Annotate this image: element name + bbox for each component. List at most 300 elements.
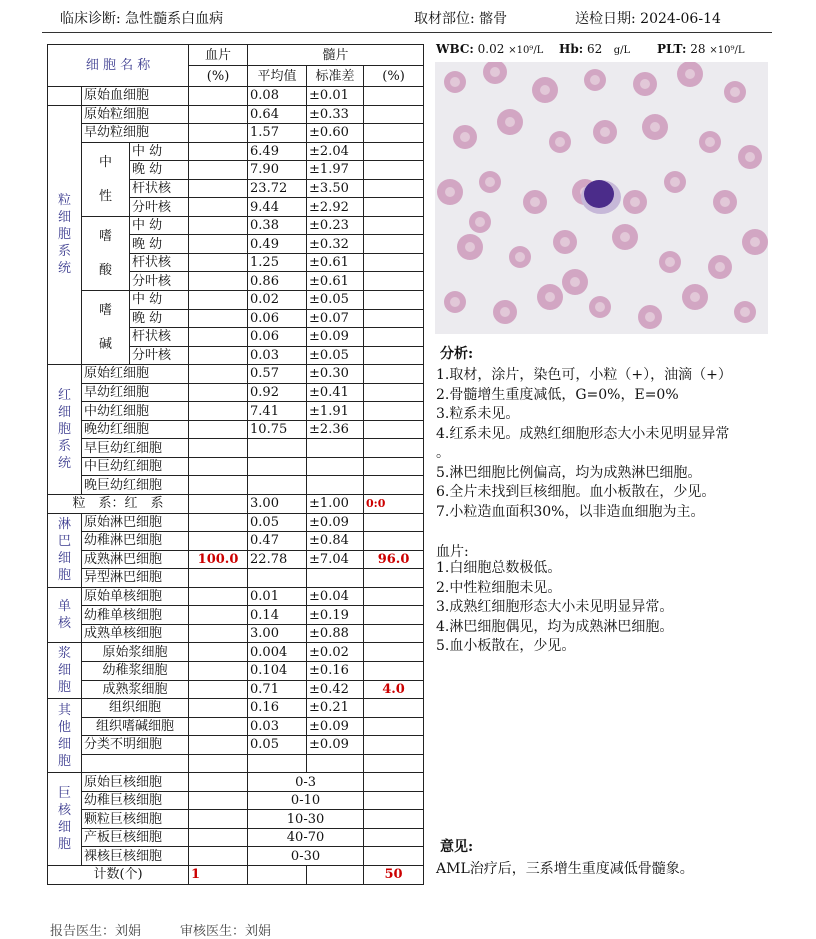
- blood-pct: [189, 235, 248, 254]
- red-blood-cell-pallor: [745, 152, 755, 162]
- group-lym: 淋 巴 细 胞: [48, 513, 82, 587]
- table-row: [48, 569, 424, 588]
- row-label: 异型淋巴细胞: [82, 569, 189, 588]
- sd-value: ±7.04: [307, 550, 364, 569]
- marrow-pct: [364, 624, 424, 643]
- mean-value: 0.05: [248, 736, 307, 755]
- list-item: 5.淋巴细胞比例偏高，均为成熟淋巴细胞。: [436, 464, 702, 481]
- sd-value: ±0.09: [307, 513, 364, 532]
- table-row: [48, 439, 424, 458]
- mean-value: [248, 754, 307, 773]
- mean-value: 0.01: [248, 587, 307, 606]
- red-blood-cell-pallor: [570, 277, 580, 287]
- ratio-label: 粒 系：红 系: [48, 495, 189, 514]
- blood-pct: [189, 383, 248, 402]
- row-label: 早巨幼红细胞: [82, 439, 189, 458]
- blood-pct: [189, 661, 248, 680]
- marrow-pct: [364, 291, 424, 310]
- blood-smear-title: 血片:: [436, 544, 469, 560]
- row-label: 组织细胞: [82, 699, 189, 718]
- row-label: 裸核巨核细胞: [82, 847, 189, 866]
- red-blood-cell-pallor: [445, 187, 455, 197]
- marrow-pct: [364, 736, 424, 755]
- marrow-pct: [364, 457, 424, 476]
- sd-value: ±0.04: [307, 587, 364, 606]
- smear-micrograph-drawing: [435, 62, 768, 334]
- row-label: 原始淋巴细胞: [82, 513, 189, 532]
- marrow-pct: [364, 142, 424, 161]
- marrow-pct: 0:0: [364, 495, 424, 514]
- hb-readout: Hb: 62 g/L: [559, 42, 631, 56]
- blood-pct: 100.0: [189, 550, 248, 569]
- sd-value: ±1.97: [307, 161, 364, 180]
- row-label: 分叶核: [130, 198, 189, 217]
- red-blood-cell-pallor: [485, 177, 495, 187]
- blood-pct: [189, 198, 248, 217]
- sd-value: ±0.23: [307, 216, 364, 235]
- blood-pct: [189, 624, 248, 643]
- row-label: 早幼粒细胞: [82, 124, 189, 143]
- group-plasma: 浆 细 胞: [48, 643, 82, 699]
- sd-value: ±0.84: [307, 532, 364, 551]
- count-row: [48, 865, 424, 884]
- blood-smear-list: [436, 559, 673, 657]
- table-row: [48, 550, 424, 569]
- sd-value: ±0.07: [307, 309, 364, 328]
- blood-pct: [189, 847, 248, 866]
- red-blood-cell-pallor: [530, 197, 540, 207]
- red-blood-cell-pallor: [460, 132, 470, 142]
- table-row: [48, 606, 424, 625]
- table-row: [48, 810, 424, 829]
- red-blood-cell-pallor: [465, 242, 475, 252]
- blood-pct: [189, 253, 248, 272]
- mean-value: 0.64: [248, 105, 307, 124]
- row-label: 幼稚淋巴细胞: [82, 532, 189, 551]
- row-label: 幼稚巨核细胞: [82, 791, 189, 810]
- red-blood-cell-pallor: [505, 117, 515, 127]
- table-row: [48, 847, 424, 866]
- table-row: [48, 365, 424, 384]
- header-blood-pct: (%): [189, 66, 248, 87]
- count-pct: 50: [364, 865, 424, 884]
- marrow-pct: [364, 532, 424, 551]
- header-marrow-pct: (%): [364, 66, 424, 87]
- row-label: 分叶核: [130, 272, 189, 291]
- row-label: 成熟浆细胞: [82, 680, 189, 699]
- cell-count-table: [47, 44, 424, 885]
- marrow-pct: [364, 179, 424, 198]
- blood-pct: [189, 680, 248, 699]
- marrow-pct: [364, 643, 424, 662]
- mean-value: 23.72: [248, 179, 307, 198]
- sd-value: ±0.19: [307, 606, 364, 625]
- row-label: 原始粒细胞: [82, 105, 189, 124]
- reference-range: 0-3: [248, 773, 364, 792]
- blood-pct: [189, 773, 248, 792]
- list-item: 2.中性粒细胞未见。: [436, 579, 562, 596]
- table-row: [48, 87, 424, 106]
- blood-pct: [189, 699, 248, 718]
- mean-value: 7.41: [248, 402, 307, 421]
- row-label: 原始巨核细胞: [82, 773, 189, 792]
- table-row: [48, 699, 424, 718]
- group-other: 其 他 细 胞: [48, 699, 82, 773]
- mean-value: 0.49: [248, 235, 307, 254]
- sample-site: 取材部位: 髂骨: [414, 11, 508, 27]
- marrow-pct: [364, 587, 424, 606]
- red-blood-cell-pallor: [560, 237, 570, 247]
- header-mean: 平均值: [248, 66, 307, 87]
- blood-pct: [189, 346, 248, 365]
- blood-pct: [189, 476, 248, 495]
- table-row: [48, 105, 424, 124]
- marrow-pct: [364, 439, 424, 458]
- marrow-pct: [364, 513, 424, 532]
- blood-pct: [189, 291, 248, 310]
- red-blood-cell-pallor: [730, 87, 740, 97]
- mean-value: 1.57: [248, 124, 307, 143]
- list-item: 4.淋巴细胞偶见，均为成熟淋巴细胞。: [436, 618, 674, 635]
- red-blood-cell-pallor: [650, 122, 660, 132]
- marrow-pct: [364, 754, 424, 773]
- marrow-pct: [364, 105, 424, 124]
- marrow-pct: [364, 402, 424, 421]
- header-cell-name: 细 胞 名 称: [48, 45, 189, 87]
- subgroup-neut: 中 性: [82, 142, 130, 216]
- table-row: [48, 791, 424, 810]
- blood-pct: [189, 569, 248, 588]
- table-row: [48, 291, 424, 310]
- sd-value: ±0.30: [307, 365, 364, 384]
- header-divider: [42, 32, 772, 33]
- table-row: [48, 717, 424, 736]
- row-label: [82, 754, 189, 773]
- reference-range: 0-30: [248, 847, 364, 866]
- mean-value: 1.25: [248, 253, 307, 272]
- count-label: 计数(个): [48, 865, 189, 884]
- red-blood-cell-pallor: [450, 77, 460, 87]
- blood-pct: [189, 717, 248, 736]
- red-blood-cell-pallor: [645, 312, 655, 322]
- sd-value: ±3.50: [307, 179, 364, 198]
- mean-value: 0.104: [248, 661, 307, 680]
- table-row: [48, 736, 424, 755]
- row-label: 原始血细胞: [82, 87, 189, 106]
- sd-value: ±0.32: [307, 235, 364, 254]
- sd-value: ±0.05: [307, 346, 364, 365]
- red-blood-cell-pallor: [490, 67, 500, 77]
- sd-value: ±2.04: [307, 142, 364, 161]
- table-row: [48, 142, 424, 161]
- row-label: 晚幼红细胞: [82, 420, 189, 439]
- table-row: [48, 420, 424, 439]
- blood-pct: [189, 420, 248, 439]
- red-blood-cell-pallor: [540, 85, 550, 95]
- blood-pct: [189, 402, 248, 421]
- marrow-pct: [364, 235, 424, 254]
- blood-pct: [189, 754, 248, 773]
- table-row: [48, 624, 424, 643]
- blood-pct: [189, 124, 248, 143]
- blood-pct: [189, 87, 248, 106]
- marrow-pct: [364, 383, 424, 402]
- reference-range: 40-70: [248, 828, 364, 847]
- smear-micrograph: [435, 62, 768, 334]
- marrow-pct: [364, 253, 424, 272]
- row-label: 组织嗜碱细胞: [82, 717, 189, 736]
- row-label: 原始浆细胞: [82, 643, 189, 662]
- red-blood-cell-pallor: [450, 297, 460, 307]
- marrow-pct: [364, 476, 424, 495]
- marrow-pct: [364, 309, 424, 328]
- sd-value: [307, 754, 364, 773]
- marrow-pct: [364, 828, 424, 847]
- mean-value: 7.90: [248, 161, 307, 180]
- red-blood-cell-pallor: [595, 302, 605, 312]
- row-label: 晚 幼: [130, 161, 189, 180]
- table-row: [48, 773, 424, 792]
- row-label: 原始单核细胞: [82, 587, 189, 606]
- table-row: [48, 476, 424, 495]
- mean-value: 0.02: [248, 291, 307, 310]
- red-blood-cell-pallor: [590, 75, 600, 85]
- marrow-pct: [364, 791, 424, 810]
- list-item: 6.全片未找到巨核细胞。血小板散在，少见。: [436, 484, 716, 500]
- mean-value: [248, 457, 307, 476]
- table-row: [48, 828, 424, 847]
- marrow-pct: [364, 216, 424, 235]
- sd-value: ±0.02: [307, 643, 364, 662]
- blood-pct: [189, 216, 248, 235]
- list-item: 1.取材，涂片，染色可，小粒（+），油滴（+）: [436, 367, 732, 383]
- subgroup-eos: 嗜 酸: [82, 216, 130, 290]
- mean-value: 0.06: [248, 309, 307, 328]
- blood-pct: [189, 439, 248, 458]
- row-label: 中 幼: [130, 291, 189, 310]
- header-blood: 血片: [189, 45, 248, 66]
- row-label: 成熟单核细胞: [82, 624, 189, 643]
- header-sd: 标准差: [307, 66, 364, 87]
- mean-value: 0.16: [248, 699, 307, 718]
- marrow-pct: [364, 124, 424, 143]
- row-label: 晚 幼: [130, 309, 189, 328]
- mean-value: [248, 476, 307, 495]
- row-label: 产板巨核细胞: [82, 828, 189, 847]
- list-item: 3.成熟红细胞形态大小未见明显异常。: [436, 599, 674, 615]
- red-blood-cell-pallor: [665, 257, 675, 267]
- red-blood-cell-pallor: [630, 197, 640, 207]
- marrow-pct: [364, 717, 424, 736]
- table-row: [48, 754, 424, 773]
- table-row: [48, 513, 424, 532]
- opinion-title: 意见:: [440, 839, 474, 855]
- row-label: 杆状核: [130, 328, 189, 347]
- mean-value: 0.86: [248, 272, 307, 291]
- mean-value: 10.75: [248, 420, 307, 439]
- list-item: 。: [436, 445, 450, 461]
- sd-value: ±0.33: [307, 105, 364, 124]
- row-label: 成熟淋巴细胞: [82, 550, 189, 569]
- blood-pct: [189, 643, 248, 662]
- row-label: 分类不明细胞: [82, 736, 189, 755]
- sd-value: ±0.42: [307, 680, 364, 699]
- blood-pct: [189, 272, 248, 291]
- mean-value: 0.71: [248, 680, 307, 699]
- submission-date: 送检日期: 2024-06-14: [575, 11, 721, 27]
- group-ery: 红 细 胞 系 统: [48, 365, 82, 495]
- sd-value: ±0.41: [307, 383, 364, 402]
- list-item: 5.血小板散在，少见。: [436, 638, 576, 654]
- list-item: 7.小粒造血面积30%，以非造血细胞为主。: [436, 503, 705, 520]
- table-row: [48, 457, 424, 476]
- count-blood: 1: [189, 865, 248, 884]
- blood-pct: [189, 791, 248, 810]
- mean-value: 0.14: [248, 606, 307, 625]
- red-blood-cell-pallor: [515, 252, 525, 262]
- marrow-pct: [364, 699, 424, 718]
- mean-value: 22.78: [248, 550, 307, 569]
- sd-value: [307, 476, 364, 495]
- row-label: 幼稚浆细胞: [82, 661, 189, 680]
- wbc-readout: WBC: 0.02 ×10⁹/L: [436, 42, 544, 56]
- red-blood-cell-pallor: [740, 307, 750, 317]
- marrow-pct: 4.0: [364, 680, 424, 699]
- sd-value: ±0.09: [307, 717, 364, 736]
- row-label: 杆状核: [130, 253, 189, 272]
- reference-range: 0-10: [248, 791, 364, 810]
- marrow-pct: [364, 773, 424, 792]
- marrow-pct: [364, 365, 424, 384]
- mean-value: 0.004: [248, 643, 307, 662]
- marrow-pct: [364, 87, 424, 106]
- marrow-pct: [364, 569, 424, 588]
- red-blood-cell-pallor: [500, 307, 510, 317]
- subgroup-baso: 嗜 碱: [82, 291, 130, 365]
- row-label: 中幼红细胞: [82, 402, 189, 421]
- marrow-pct: [364, 420, 424, 439]
- list-item: 1.白细胞总数极低。: [436, 560, 562, 576]
- table-row: [48, 643, 424, 662]
- count-mean: [248, 865, 307, 884]
- blood-pct: [189, 105, 248, 124]
- sd-value: ±0.61: [307, 253, 364, 272]
- table-row: [48, 680, 424, 699]
- sd-value: ±0.88: [307, 624, 364, 643]
- blood-pct: [189, 161, 248, 180]
- mean-value: 0.03: [248, 717, 307, 736]
- row-label: 中 幼: [130, 142, 189, 161]
- mean-value: [248, 439, 307, 458]
- blood-pct: [189, 495, 248, 514]
- table-row: [48, 532, 424, 551]
- table-row: [48, 587, 424, 606]
- mean-value: 0.03: [248, 346, 307, 365]
- blood-pct: [189, 309, 248, 328]
- sd-value: ±0.09: [307, 736, 364, 755]
- mean-value: 6.49: [248, 142, 307, 161]
- blood-pct: [189, 365, 248, 384]
- row-label: 晚 幼: [130, 235, 189, 254]
- marrow-pct: [364, 161, 424, 180]
- sd-value: ±0.05: [307, 291, 364, 310]
- marrow-pct: 96.0: [364, 550, 424, 569]
- blood-pct: [189, 457, 248, 476]
- mean-value: 0.38: [248, 216, 307, 235]
- mean-value: 0.05: [248, 513, 307, 532]
- row-label: 中巨幼红细胞: [82, 457, 189, 476]
- marrow-pct: [364, 328, 424, 347]
- table-row: [48, 661, 424, 680]
- row-label: 分叶核: [130, 346, 189, 365]
- row-label: 早幼红细胞: [82, 383, 189, 402]
- plt-readout: PLT: 28 ×10⁹/L: [657, 42, 745, 56]
- sd-value: ±2.92: [307, 198, 364, 217]
- row-label: 原始红细胞: [82, 365, 189, 384]
- mean-value: 9.44: [248, 198, 307, 217]
- marrow-pct: [364, 272, 424, 291]
- blood-pct: [189, 587, 248, 606]
- red-blood-cell-pallor: [475, 217, 485, 227]
- blood-pct: [189, 606, 248, 625]
- table-row: [48, 383, 424, 402]
- row-label: 中 幼: [130, 216, 189, 235]
- report-signature: 报告医生：刘娟 审核医生：刘娟: [50, 924, 272, 939]
- mean-value: 0.06: [248, 328, 307, 347]
- row-label: 杆状核: [130, 179, 189, 198]
- opinion-text: AML治疗后，三系增生重度减低骨髓象。: [436, 861, 694, 877]
- red-blood-cell-pallor: [545, 292, 555, 302]
- table-row: [48, 216, 424, 235]
- red-blood-cell-pallor: [555, 137, 565, 147]
- count-sd: [307, 865, 364, 884]
- row-label: 颗粒巨核细胞: [82, 810, 189, 829]
- red-blood-cell-pallor: [670, 177, 680, 187]
- mean-value: [248, 569, 307, 588]
- sd-value: ±0.60: [307, 124, 364, 143]
- mean-value: 0.57: [248, 365, 307, 384]
- sd-value: ±1.91: [307, 402, 364, 421]
- list-item: 3.粒系未见。: [436, 406, 520, 422]
- group-gran: 粒 细 胞 系 统: [48, 105, 82, 365]
- red-blood-cell-pallor: [640, 79, 650, 89]
- red-blood-cell-pallor: [720, 197, 730, 207]
- mean-value: 0.47: [248, 532, 307, 551]
- blood-pct: [189, 828, 248, 847]
- red-blood-cell-pallor: [690, 292, 700, 302]
- mean-value: 3.00: [248, 624, 307, 643]
- group-mono: 单 核: [48, 587, 82, 643]
- header-marrow: 髓片: [248, 45, 424, 66]
- table-row: [48, 124, 424, 143]
- marrow-pct: [364, 198, 424, 217]
- sd-value: ±0.61: [307, 272, 364, 291]
- blood-pct: [189, 513, 248, 532]
- red-blood-cell-pallor: [600, 127, 610, 137]
- red-blood-cell-pallor: [685, 69, 695, 79]
- blank-cell: [48, 87, 82, 106]
- analysis-title: 分析:: [440, 346, 474, 362]
- marrow-pct: [364, 847, 424, 866]
- blood-pct: [189, 179, 248, 198]
- blood-pct: [189, 736, 248, 755]
- clinical-diagnosis: 临床诊断: 急性髓系白血病: [60, 11, 224, 27]
- sd-value: ±0.21: [307, 699, 364, 718]
- marrow-pct: [364, 661, 424, 680]
- lymphocyte-nucleus: [584, 180, 614, 208]
- sd-value: ±0.01: [307, 87, 364, 106]
- sd-value: ±0.16: [307, 661, 364, 680]
